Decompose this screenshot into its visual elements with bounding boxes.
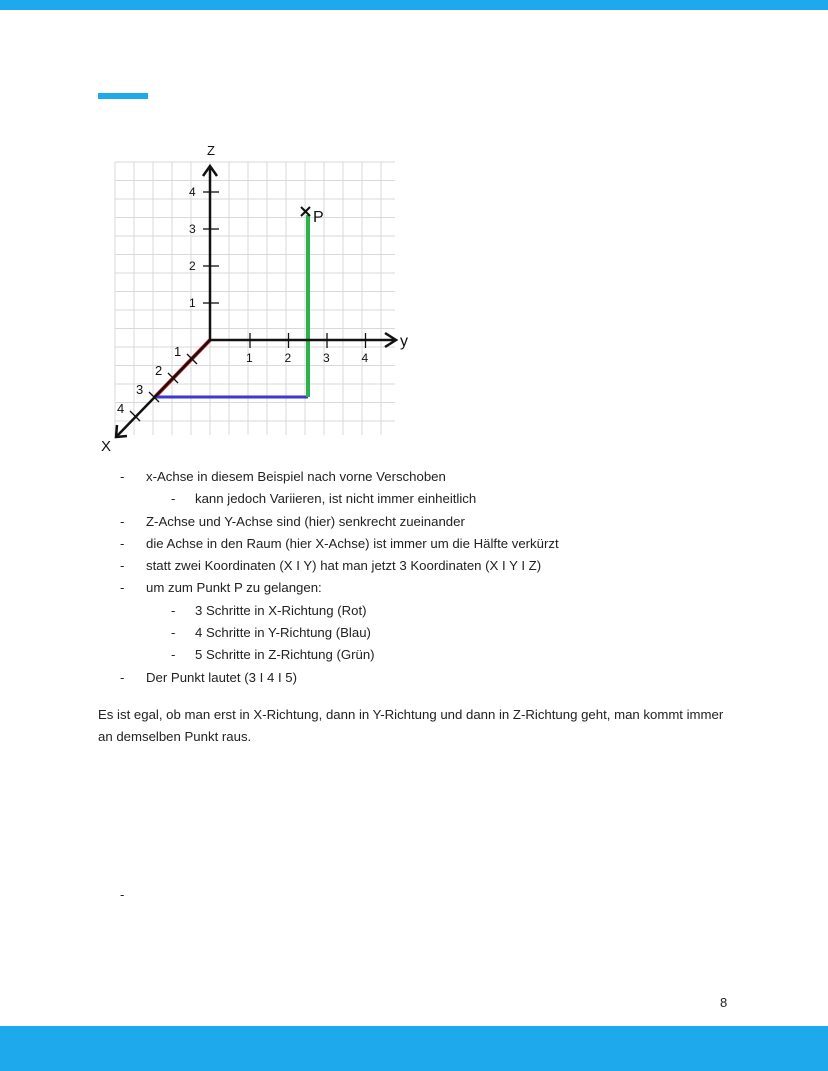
tick-label: 4 (361, 351, 369, 365)
bullet-text: 5 Schritte in Z-Richtung (Grün) (195, 647, 375, 663)
bullet-dash: - (171, 625, 176, 641)
z-axis-label: Z (207, 143, 215, 158)
tick-label: 1 (174, 344, 182, 359)
tick-label: 4 (189, 185, 196, 199)
summary-paragraph: Es ist egal, ob man erst in X-Richtung, dann in Y-Richtung und dann in Z-Richtung geht, man kommt immer an demselben Punkt raus. (98, 707, 724, 744)
bullet-dash: - (120, 513, 125, 529)
bullet-item (100, 600, 740, 622)
bullet-item (100, 644, 740, 666)
bullet-item (100, 466, 740, 488)
bullet-text: 4 Schritte in Y-Richtung (Blau) (195, 625, 371, 641)
tick-label: 2 (155, 363, 163, 378)
bullet-item (100, 622, 740, 644)
tick-label: 3 (189, 222, 196, 236)
bullet-text: kann jedoch Variieren, ist nicht immer einheitlich (195, 491, 477, 507)
bullet-item (100, 533, 740, 555)
coordinate-system-diagram (95, 140, 425, 460)
bullet-text: um zum Punkt P zu gelangen: (146, 580, 322, 596)
page-number: 8 (720, 995, 728, 1010)
tick-label: 1 (189, 296, 196, 310)
explanation-list (100, 466, 740, 689)
tick-label: 3 (136, 382, 144, 397)
bullet-text: Z-Achse und Y-Achse sind (hier) senkrecht zueinander (146, 513, 465, 529)
bullet-dash: - (120, 535, 125, 551)
x-axis-label: X (101, 438, 112, 455)
tick-label: 2 (284, 351, 292, 365)
tick-label: 4 (117, 401, 125, 416)
tick-label: 1 (246, 351, 253, 365)
bullet-dash: - (120, 669, 125, 685)
bullet-dash: - (120, 558, 125, 574)
bullet-item (100, 577, 740, 599)
axis-ticks (117, 185, 369, 421)
top-accent-bar (0, 0, 828, 10)
bullet-text: statt zwei Koordinaten (X I Y) hat man jetzt 3 Koordinaten (X I Y I Z) (146, 558, 542, 574)
bullet-item (100, 488, 740, 510)
point-p-label: P (313, 209, 324, 226)
bullet-text: die Achse in den Raum (hier X-Achse) ist immer um die Hälfte verkürzt (146, 535, 559, 551)
title-accent-line (98, 93, 148, 99)
bullet-text: 3 Schritte in X-Richtung (Rot) (195, 602, 367, 618)
bullet-text: Der Punkt lautet (3 I 4 I 5) (146, 669, 297, 685)
bullet-item (100, 555, 740, 577)
tick-label: 2 (189, 259, 196, 273)
bottom-accent-bar (0, 1026, 828, 1071)
x-axis (117, 340, 210, 436)
bullet-text: x-Achse in diesem Beispiel nach vorne Verschoben (146, 469, 446, 484)
tick-label: 3 (323, 351, 330, 365)
bullet-dash: - (171, 602, 176, 618)
empty-bullet-dash: - (120, 887, 125, 902)
y-axis-label: y (400, 333, 408, 350)
bullet-dash: - (171, 647, 176, 663)
bullet-item (100, 511, 740, 533)
bullet-dash: - (120, 580, 125, 596)
bullet-dash: - (120, 469, 125, 484)
bullet-dash: - (171, 491, 176, 507)
bullet-item (100, 667, 740, 689)
